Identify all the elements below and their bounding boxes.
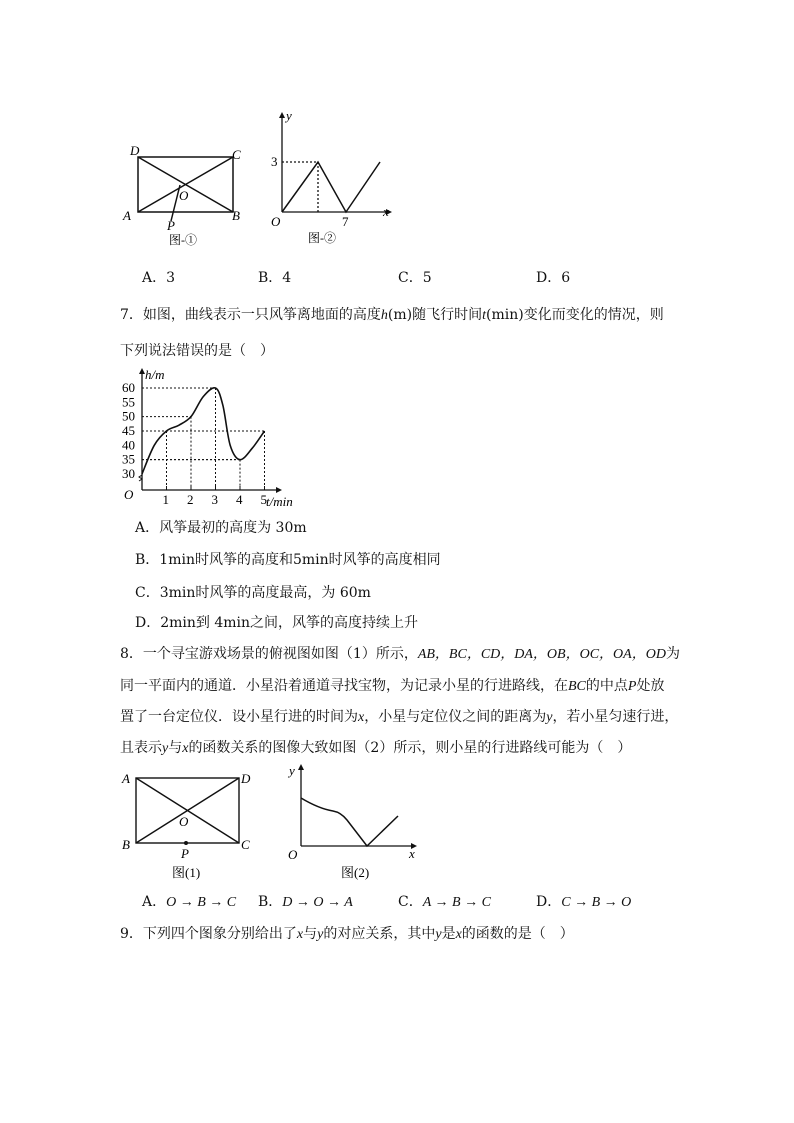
- point-label-d: D: [130, 143, 140, 158]
- q8-stem-line3: 置了一台定位仪．设小星行进的时间为x，小星与定位仪之间的距离为y，若小星匀速行进，: [120, 709, 679, 725]
- q6-option-a[interactable]: A．3: [142, 270, 176, 286]
- tick-label-3: 3: [271, 154, 278, 169]
- var-h: h: [380, 308, 388, 323]
- q8-option-c[interactable]: C．A → B → C: [398, 894, 491, 910]
- figure-caption: 图(1): [172, 865, 201, 880]
- origin-label: O: [271, 214, 281, 229]
- y-tick-label: 60: [122, 380, 135, 395]
- point-label-b: B: [232, 208, 240, 223]
- q7-stem: [120, 305, 664, 326]
- q7-option-a[interactable]: A．风筝最初的高度为 30m: [135, 520, 307, 536]
- x-tick-label: 2: [187, 492, 194, 507]
- y-tick-label: 50: [122, 408, 135, 424]
- y-tick-label: 45: [122, 423, 135, 438]
- x-tick-label: 4: [236, 492, 243, 507]
- point-label-a: A: [123, 208, 131, 223]
- figure-caption: 图-①: [169, 233, 197, 247]
- axis-label-x: x: [383, 204, 389, 219]
- tick-label-7: 7: [342, 214, 349, 229]
- q7-stem-b: 随飞行时间: [412, 307, 483, 323]
- origin-label: O: [288, 847, 298, 862]
- point-label-d: D: [241, 771, 251, 786]
- var-t: t: [482, 308, 487, 323]
- figure-caption: 图-②: [308, 231, 336, 245]
- q8-option-d[interactable]: D．C → B → O: [536, 894, 632, 910]
- point-label-o: O: [179, 188, 189, 203]
- point-label-o: O: [179, 814, 189, 829]
- x-tick-label: 1: [162, 492, 169, 507]
- q8-figure-graph: [283, 760, 423, 884]
- q6-option-b[interactable]: B．4: [258, 270, 292, 286]
- q6-option-c[interactable]: C．5: [398, 270, 432, 286]
- axis-label-x: x: [409, 846, 415, 861]
- x-tick-label: 3: [211, 492, 218, 507]
- q7-stem-line2: 下列说法错误的是（ ）: [120, 343, 274, 359]
- unit-m: (m): [387, 307, 413, 323]
- y-axis-title: h/m: [145, 367, 165, 382]
- q8-stem-line1: 8．一个寻宝游戏场景的俯视图如图（1）所示，AB，BC，CD，DA，OB，OC，OA，OD为: [120, 646, 680, 662]
- q7-stem-a: 7．如图，曲线表示一只风筝离地面的高度: [120, 307, 381, 323]
- y-tick-label: 35: [122, 451, 135, 467]
- q8-option-b[interactable]: B．D → O → A: [258, 894, 353, 910]
- q6-figure-graph: [262, 108, 397, 250]
- origin-label: O: [124, 487, 134, 502]
- figure-caption: 图(2): [341, 865, 370, 880]
- y-tick-label: 55: [122, 394, 135, 410]
- y-tick-label: 40: [122, 437, 135, 453]
- unit-min: (min): [486, 307, 524, 323]
- q6-option-d[interactable]: D．6: [536, 270, 571, 286]
- axis-label-y: y: [286, 108, 292, 123]
- q7-option-d[interactable]: D．2min到 4min之间，风筝的高度持续上升: [135, 615, 419, 631]
- q7-option-b[interactable]: B．1min时风筝的高度和5min时风筝的高度相同: [135, 552, 441, 568]
- x-tick-label: 5: [260, 492, 267, 507]
- q9-stem: 9．下列四个图象分别给出了x与y的对应关系，其中y是x的函数的是（ ）: [120, 926, 574, 942]
- x-axis-title: t/min: [266, 494, 293, 509]
- q7-option-c[interactable]: C．3min时风筝的高度最高，为 60m: [135, 585, 371, 601]
- point-label-p: P: [181, 846, 189, 861]
- point-label-c: C: [232, 147, 241, 162]
- y-tick-label: 30: [122, 466, 135, 481]
- q7-stem-c: 变化而变化的情况，则: [523, 307, 664, 323]
- q8-stem-line4: 且表示y与x的函数关系的图像大致如图（2）所示，则小星的行进路线可能为（ ）: [120, 740, 632, 756]
- axis-label-y: y: [289, 763, 295, 778]
- q8-stem-line2: 同一平面内的通道．小星沿着通道寻找宝物，为记录小星的行进路线，在BC的中点P处放: [120, 678, 665, 694]
- point-label-p: P: [167, 218, 175, 233]
- point-label-a: A: [122, 771, 130, 786]
- q8-option-a[interactable]: A．O → B → C: [142, 894, 237, 910]
- point-label-c: C: [241, 837, 250, 852]
- q8-figure-rectangle: [116, 766, 261, 884]
- point-label-b: B: [122, 837, 130, 852]
- q6-figure-rectangle: [120, 140, 260, 250]
- q7-kite-height-chart: [112, 365, 312, 513]
